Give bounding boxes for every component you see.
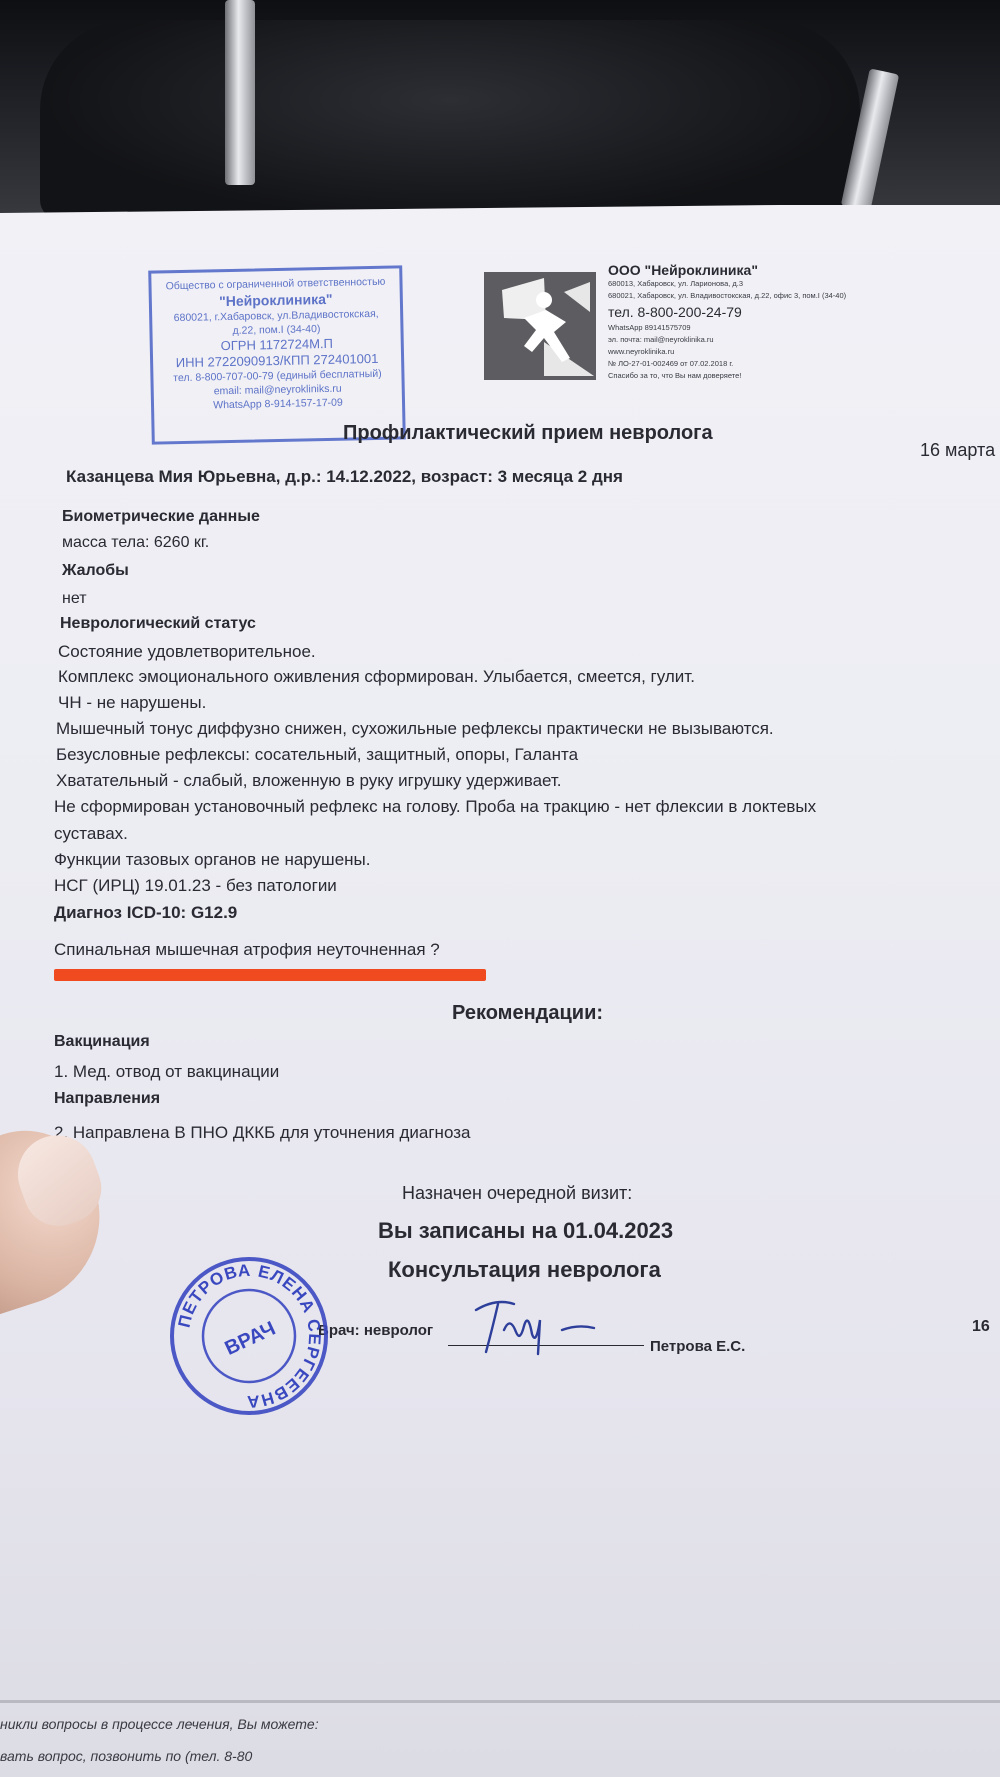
stamp-line: ИНН 2722090913/КПП 272401001 (175, 350, 379, 371)
stamp-line: email: mail@neyrokliniks.ru (213, 382, 342, 398)
doctor-round-stamp (168, 1255, 330, 1417)
diagnosis-label (54, 903, 237, 923)
clinic-logo (484, 272, 596, 380)
neuro-line: Состояние удовлетворительное. (58, 642, 316, 661)
neuro-line: Функции тазовых органов не нарушены. (54, 850, 371, 869)
neuro-line: Комплекс эмоционального оживления сформирован. Улыбается, смеется, гулит. (58, 667, 695, 686)
neuro-line: Мышечный тонус диффузно снижен, сухожильные рефлексы практически не вызываются. (56, 719, 774, 738)
neuro-line: суставах. (54, 824, 128, 843)
footer-line: вать вопрос, позвонить по (тел. 8-80 (0, 1748, 253, 1764)
neuro-line: Безусловные рефлексы: сосательный, защитный, опоры, Галанта (56, 745, 579, 764)
red-underline-marker (54, 969, 486, 981)
stamp-line: 680021, г.Хабаровск, ул.Владивостокская, (173, 307, 379, 325)
next-visit-date: Вы записаны на 01.04.2023 (378, 1218, 674, 1243)
footer-line: никли вопросы в процессе лечения, Вы можете: (0, 1716, 319, 1732)
complaints-heading: Жалобы (62, 562, 129, 579)
next-visit-label: Назначен очередной визит: (402, 1183, 633, 1203)
clinic-contact-block (608, 262, 846, 382)
diagnosis-text: Спинальная мышечная атрофия неуточненная ? (54, 940, 440, 959)
vaccination-heading: Вакцинация (54, 1033, 150, 1050)
clinic-name: ООО "Нейроклиника" (608, 262, 758, 278)
document-title: Профилактический прием невролога (343, 422, 713, 444)
referrals-item: 2. Направлена В ПНО ДККБ для уточнения диагноза (54, 1123, 471, 1142)
doctor-name: Петрова Е.С. (650, 1338, 746, 1355)
running-figure-icon (484, 272, 596, 380)
headrest-post-left (225, 0, 255, 185)
clinic-info: WhatsApp 89141575709 (608, 323, 691, 332)
round-stamp-center-text: ВРАЧ (221, 1317, 279, 1360)
clinic-address: 680021, Хабаровск, ул. Владивостокская, д.22, офис 3, пом.I (34-40) (608, 291, 847, 300)
neuro-status-heading: Неврологический статус (60, 615, 256, 632)
clinic-address: 680013, Хабаровск, ул. Ларионова, д.3 (608, 279, 744, 288)
clinic-phone: тел. 8-800-200-24-79 (608, 304, 742, 320)
stamp-line: "Нейроклиника" (218, 290, 333, 310)
diagnosis-label-text: Диагноз ICD-10: (54, 903, 187, 922)
clinic-info: Спасибо за то, что Вы нам доверяете! (608, 371, 742, 380)
document-date: 16 марта (920, 440, 996, 460)
neuro-line: Не сформирован установочный рефлекс на голову. Проба на тракцию - нет флексии в локтевых (54, 797, 817, 816)
neuro-line: НСГ (ИРЦ) 19.01.23 - без патологии (54, 876, 337, 895)
diagnosis-code: G12.9 (190, 903, 238, 922)
clinic-info: № ЛО-27-01-002469 от 07.02.2018 г. (608, 359, 734, 368)
clinic-info: эл. почта: mail@neyroklinika.ru (608, 335, 714, 344)
clinic-rectangular-stamp (148, 265, 406, 444)
neuro-line: Хватательный - слабый, вложенную в руку игрушку удерживает. (56, 771, 562, 790)
stamp-line: д.22, пом.I (34-40) (232, 323, 321, 337)
clinic-info: www.neyroklinika.ru (608, 347, 675, 356)
patient-info: Казанцева Мия Юрьевна, д.р.: 14.12.2022, возраст: 3 месяца 2 дня (66, 467, 623, 486)
car-interior-background (0, 0, 1000, 230)
paper-fold (0, 1700, 1000, 1703)
next-visit-type: Консультация невролога (388, 1257, 661, 1282)
recommendations-heading: Рекомендации: (452, 1002, 604, 1024)
stamp-line: WhatsApp 8-914-157-17-09 (213, 396, 343, 412)
neuro-line: ЧН - не нарушены. (58, 693, 207, 712)
doctor-signature-prefix: Врач: невролог (318, 1322, 434, 1339)
stamp-line: тел. 8-800-707-00-79 (единый бесплатный) (173, 367, 382, 385)
biometric-text: масса тела: 6260 кг. (62, 534, 210, 551)
referrals-heading: Направления (54, 1090, 161, 1107)
round-stamp-ring-text: ПЕТРОВА ЕЛЕНА СЕРГЕЕВНА (174, 1260, 325, 1412)
page-number-right: 16 (972, 1318, 990, 1335)
stamp-line: Общество с ограниченной ответственностью (165, 275, 386, 293)
handwritten-signature (466, 1290, 616, 1360)
biometric-heading: Биометрические данные (62, 508, 260, 525)
seat-headrest (40, 20, 860, 220)
complaints-text: нет (62, 590, 87, 607)
vaccination-item: 1. Мед. отвод от вакцинации (54, 1062, 280, 1081)
stamp-line: ОГРН 1172724M.П (220, 335, 334, 354)
